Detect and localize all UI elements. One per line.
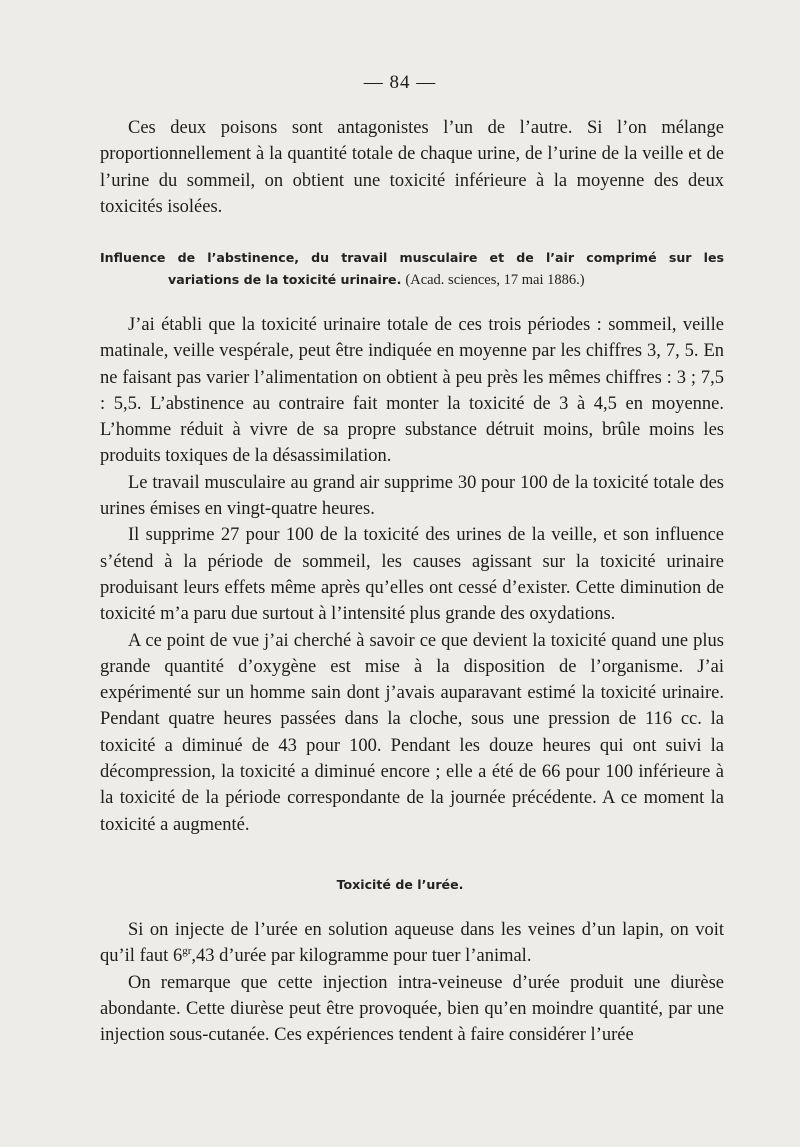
paragraph-muscular-work: Le travail musculaire au grand air supprime 30 pour 100 de la toxicité totale des urines émises en vingt-quatre heures. bbox=[100, 472, 724, 520]
intro-paragraph: Ces deux poisons sont antagonistes l’un de l’autre. Si l’on mélange proportionnellement à la quantité totale de chaque urine, de l’urine de la veille et de l’urine du sommeil, on obtient une toxicité inférieure à la moyenne des deux toxicités isolées. bbox=[100, 118, 724, 217]
paragraph-diuresis: On remarque que cette injection intra-veineuse d’urée produit une diurèse abondante. Cette diurèse peut être provoquée, bien qu’en moindre quantité, par une injection sous-cutanée. Ces expériences tendent à faire considérer l’urée bbox=[100, 972, 724, 1046]
paragraph-veille-reduction: Il supprime 27 pour 100 de la toxicité des urines de la veille, et son influence s’étend à la période de sommeil, les causes agissant sur la toxicité urinaire produisant leurs effets même après qu’elles ont cessé d’exister. Cette diminution de toxicité m’a paru due surtout à l’intensité plus grande des oxydations. bbox=[100, 525, 724, 625]
intro-block bbox=[100, 115, 724, 220]
urea-text-after: ,43 d’urée par kilogramme pour tuer l’animal. bbox=[191, 946, 532, 967]
gram-abbreviation: gr bbox=[182, 945, 192, 958]
section-heading-line-2-wrap bbox=[100, 269, 724, 291]
paragraph-urea-injection bbox=[100, 917, 724, 970]
urea-text-before: Si on injecte de l’urée en solution aqueuse dans les veines d’un lapin, on voit qu’il faut 6 bbox=[100, 920, 724, 967]
page-number: — 84 — bbox=[363, 72, 437, 93]
section-heading-line-2: variations de la toxicité urinaire. bbox=[168, 272, 402, 287]
section-2-body bbox=[100, 917, 724, 1048]
paragraph-compressed-air: A ce point de vue j’ai cherché à savoir ce que devient la toxicité quand une plus grande quantité d’oxygène est mise à la disposition de l’organisme. J’ai expérimenté sur un homme sain dont j’avais auparavant estimé la toxicité urinaire. Pendant quatre heures passées dans la cloche, sous une pression de 116 cc. la toxicité a diminué de 43 pour 100. Pendant les douze heures qui ont suivi la décompression, la toxicité a diminué encore ; elle a été de 66 pour 100 inférieure à la toxicité de la période correspondante de la journée précédente. A ce moment la toxicité a augmenté. bbox=[100, 630, 724, 835]
section-heading-line-1: Influence de l’abstinence, du travail musculaire et de l’air comprimé sur les bbox=[100, 250, 724, 265]
section-heading-abstinence bbox=[100, 247, 724, 291]
section-heading-reference: (Acad. sciences, 17 mai 1886.) bbox=[405, 272, 585, 288]
paragraph-toxicity-periods: J’ai établi que la toxicité urinaire totale de ces trois périodes : sommeil, veille matinale, veille vespérale, peut être indiquée en moyenne par les chiffres 3, 7, 5. En ne faisant pas varier l’alimentation on obtient à peu près les mêmes chiffres : 3 ; 7,5 : 5,5. L’abstinence au contraire fait monter la toxicité de 3 à 4,5 en moyenne. L’homme réduit à vivre de sa propre substance détruit moins, brûle moins les produits toxiques de la désassimilation. bbox=[100, 315, 724, 467]
section-1-body bbox=[100, 312, 724, 838]
section-heading-uree: Toxicité de l’urée. bbox=[336, 877, 464, 892]
